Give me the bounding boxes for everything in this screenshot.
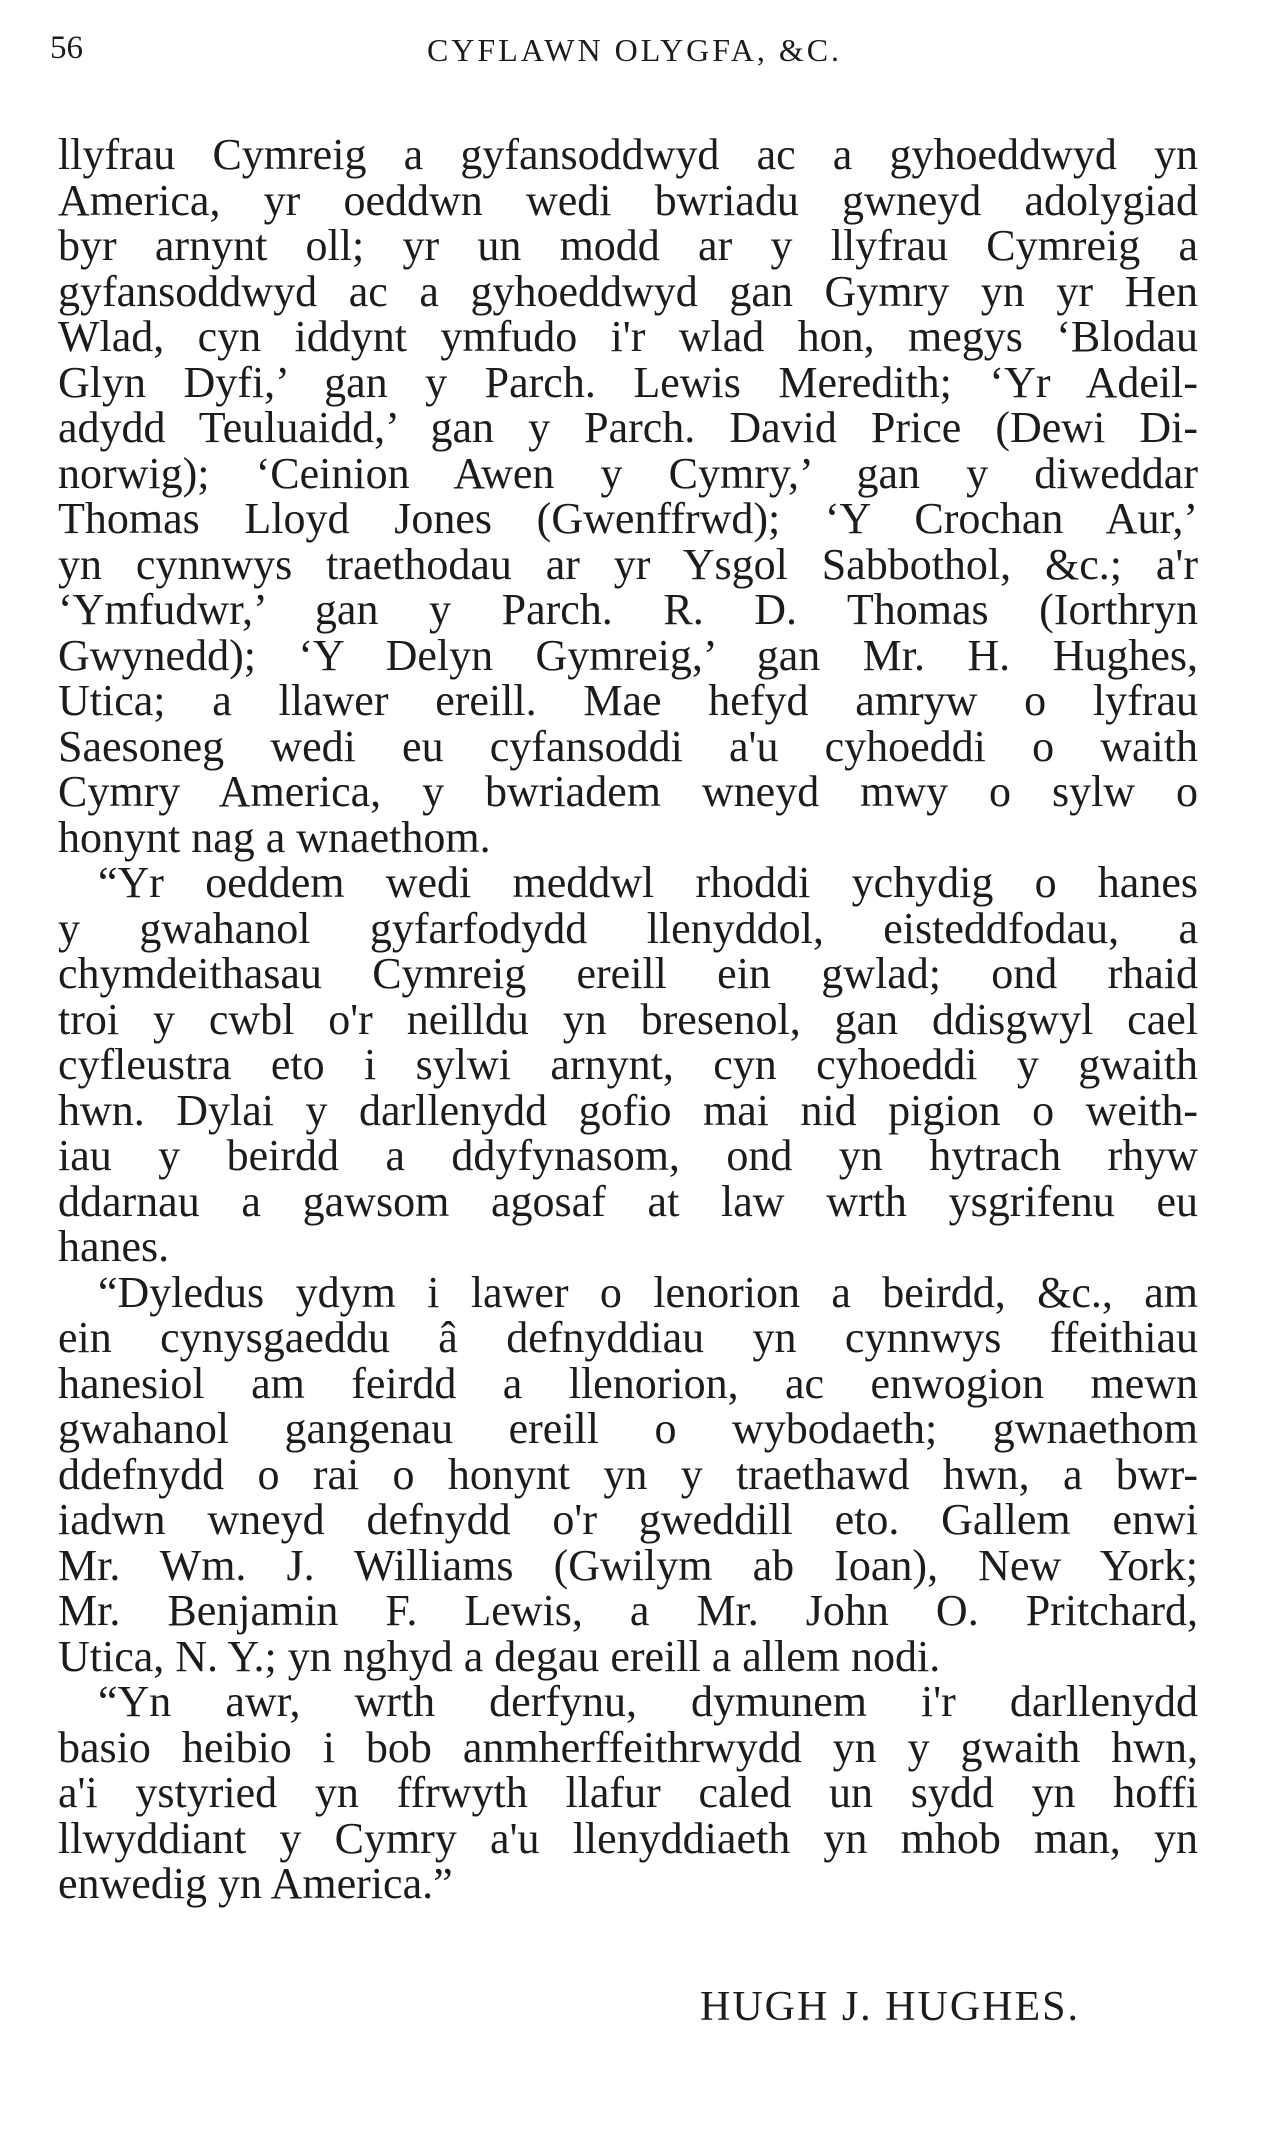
paragraph	[58, 1267, 1198, 1681]
text-line: norwig); ‘Ceinion Awen y Cymry,’ gan y diweddar	[58, 448, 1198, 498]
text-line: Mr. Benjamin F. Lewis, a Mr. John O. Pritchard,	[58, 1586, 1198, 1635]
text-line: “Dyledus ydym i lawer o lenorion a beirdd, &c., am	[98, 1267, 1198, 1317]
page-header	[50, 30, 1219, 74]
text-line: basio heibio i bob anmherffeithrwydd yn y gwaith hwn,	[58, 1722, 1198, 1772]
text-line: byr arnynt oll; yr un modd ar y llyfrau Cymreig a	[58, 221, 1198, 270]
text-line: “Yr oeddem wedi meddwl rhoddi ychydig o hanes	[98, 858, 1198, 907]
paragraph	[58, 860, 1198, 1270]
text-line: Utica; a llawer ereill. Mae hefyd amryw o lyfrau	[58, 676, 1198, 725]
text-line: ddarnau a gawsom agosaf at law wrth ysgrifenu eu	[58, 1176, 1198, 1226]
text-line: llyfrau Cymreig a gyfansoddwyd ac a gyhoeddwyd yn	[58, 130, 1198, 179]
text-line: enwedig yn America.”	[58, 1859, 453, 1908]
text-line: iau y beirdd a ddyfynasom, ond yn hytrach rhyw	[58, 1131, 1198, 1180]
body-text	[58, 132, 1198, 1907]
text-line: Glyn Dyfi,’ gan y Parch. Lewis Meredith; ‘Yr Adeil-	[58, 357, 1198, 407]
text-line: Mr. Wm. J. Williams (Gwilym ab Ioan), New York;	[58, 1540, 1198, 1590]
signature: HUGH J. HUGHES.	[700, 1984, 1081, 2030]
paragraph	[58, 132, 1198, 860]
text-line: llwyddiant y Cymry a'u llenyddiaeth yn mhob man, yn	[58, 1813, 1198, 1863]
text-line: hanes.	[58, 1222, 170, 1271]
paragraph	[58, 1679, 1198, 1907]
page-number: 56	[50, 30, 83, 66]
text-line: ‘Ymfudwr,’ gan y Parch. R. D. Thomas (Iorthryn	[58, 585, 1198, 634]
text-line: iadwn wneyd defnydd o'r gweddill eto. Gallem enwi	[58, 1495, 1198, 1544]
text-line: gyfansoddwyd ac a gyhoeddwyd gan Gymry yn yr Hen	[58, 266, 1198, 316]
text-line: “Yn awr, wrth derfynu, dymunem i'r darllenydd	[98, 1677, 1198, 1726]
text-line: honynt nag a wnaethom.	[58, 812, 491, 862]
text-line: Gwynedd); ‘Y Delyn Gymreig,’ gan Mr. H. Hughes,	[58, 630, 1198, 680]
text-line: y gwahanol gyfarfodydd llenyddol, eisteddfodau, a	[58, 903, 1198, 953]
text-line: chymdeithasau Cymreig ereill ein gwlad; ond rhaid	[58, 949, 1198, 998]
text-line: Thomas Lloyd Jones (Gwenffrwd); ‘Y Crochan Aur,’	[58, 494, 1198, 543]
text-line: Cymry America, y bwriadem wneyd mwy o sylw o	[58, 767, 1198, 816]
text-line: hwn. Dylai y darllenydd gofio mai nid pigion o weith-	[58, 1085, 1198, 1135]
text-line: troi y cwbl o'r neilldu yn bresenol, gan ddisgwyl cael	[58, 994, 1198, 1044]
running-head: CYFLAWN OLYGFA, &C.	[426, 32, 843, 68]
text-line: Utica, N. Y.; yn nghyd a degau ereill a allem nodi.	[58, 1631, 941, 1681]
text-line: adydd Teuluaidd,’ gan y Parch. David Price (Dewi Di-	[58, 403, 1198, 452]
text-line: gwahanol gangenau ereill o wybodaeth; gwnaethom	[58, 1404, 1198, 1453]
text-line: America, yr oeddwn wedi bwriadu gwneyd adolygiad	[58, 175, 1198, 225]
text-line: Saesoneg wedi eu cyfansoddi a'u cyhoeddi o waith	[58, 721, 1198, 771]
text-line: cyfleustra eto i sylwi arnynt, cyn cyhoeddi y gwaith	[58, 1040, 1198, 1089]
text-line: a'i ystyried yn ffrwyth llafur caled un sydd yn hoffi	[58, 1768, 1198, 1817]
text-line: ddefnydd o rai o honynt yn y traethawd hwn, a bwr-	[58, 1449, 1198, 1499]
text-line: yn cynnwys traethodau ar yr Ysgol Sabbothol, &c.; a'r	[58, 539, 1198, 589]
text-line: hanesiol am feirdd a llenorion, ac enwogion mewn	[58, 1358, 1198, 1408]
text-line: Wlad, cyn iddynt ymfudo i'r wlad hon, megys ‘Blodau	[58, 312, 1198, 361]
text-line: ein cynysgaeddu â defnyddiau yn cynnwys ffeithiau	[58, 1313, 1198, 1362]
